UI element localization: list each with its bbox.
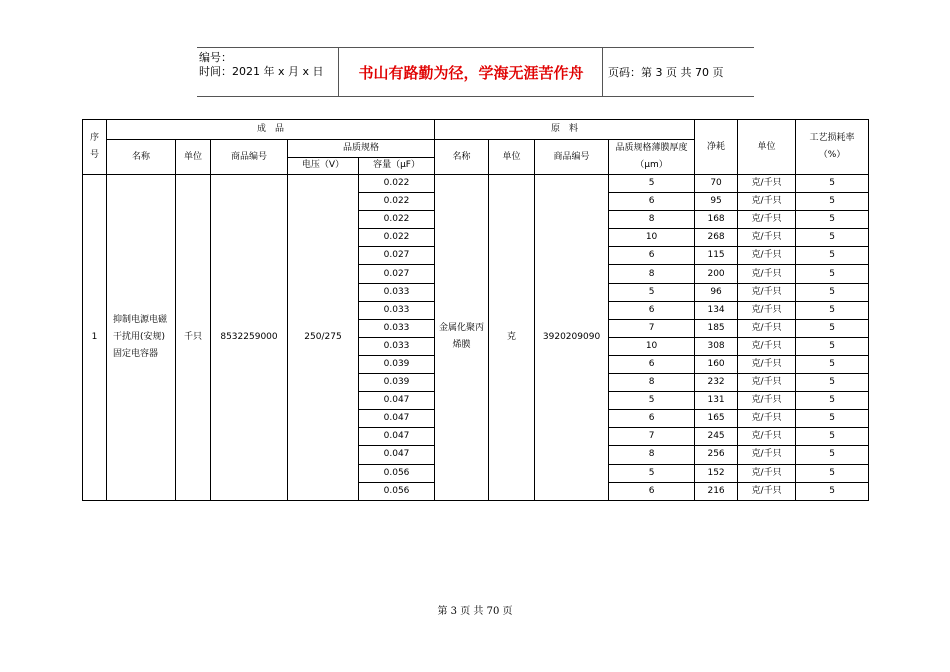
loss-cell: 5 (796, 301, 869, 319)
thickness-cell: 5 (609, 283, 695, 301)
capacity-cell: 0.056 (359, 482, 435, 500)
loss-cell: 5 (796, 355, 869, 373)
unit-cell: 克/千只 (738, 229, 796, 247)
unit-cell: 克/千只 (738, 247, 796, 265)
unit-cell: 克/千只 (738, 392, 796, 410)
loss-cell: 5 (796, 193, 869, 211)
unit-cell: 克/千只 (738, 301, 796, 319)
thickness-cell: 10 (609, 229, 695, 247)
loss-cell: 5 (796, 211, 869, 229)
capacity-cell: 0.047 (359, 428, 435, 446)
capacity-cell: 0.039 (359, 355, 435, 373)
product-voltage: 250/275 (288, 175, 359, 501)
consumption-table (82, 119, 869, 501)
capacity-cell: 0.033 (359, 301, 435, 319)
net-cell: 131 (695, 392, 738, 410)
unit-cell: 克/千只 (738, 265, 796, 283)
capacity-cell: 0.022 (359, 175, 435, 193)
thickness-cell: 6 (609, 482, 695, 500)
unit-cell: 克/千只 (738, 337, 796, 355)
thickness-cell: 8 (609, 374, 695, 392)
unit-cell: 克/千只 (738, 211, 796, 229)
net-cell: 115 (695, 247, 738, 265)
header-product-group: 成 品 (107, 120, 435, 140)
thickness-cell: 6 (609, 247, 695, 265)
unit-cell: 克/千只 (738, 193, 796, 211)
unit-cell: 克/千只 (738, 464, 796, 482)
time-label: 时间：2021 年 x 月 x 日 (199, 65, 324, 78)
unit-cell: 克/千只 (738, 319, 796, 337)
row-seq: 1 (83, 175, 107, 501)
header-material-group: 原 料 (435, 120, 695, 140)
slogan: 书山有路勤为径，学海无涯苦作舟 (358, 63, 584, 82)
thickness-cell: 7 (609, 428, 695, 446)
header-loss: 工艺损耗率（%） (796, 120, 869, 175)
header-unit: 单位 (176, 140, 211, 175)
capacity-cell: 0.022 (359, 193, 435, 211)
net-cell: 70 (695, 175, 738, 193)
thickness-cell: 8 (609, 211, 695, 229)
code-label: 编号： (199, 51, 232, 64)
net-cell: 232 (695, 374, 738, 392)
page-footer: 第 3 页 共 70 页 (437, 606, 513, 617)
header-voltage: 电压（V） (288, 157, 359, 175)
unit-cell: 克/千只 (738, 355, 796, 373)
header-seq: 序号 (83, 120, 107, 175)
net-cell: 95 (695, 193, 738, 211)
unit-cell: 克/千只 (738, 446, 796, 464)
net-cell: 268 (695, 229, 738, 247)
header-capacity: 容量（μF） (359, 157, 435, 175)
capacity-cell: 0.027 (359, 265, 435, 283)
loss-cell: 5 (796, 392, 869, 410)
product-code: 8532259000 (211, 175, 288, 501)
net-cell: 160 (695, 355, 738, 373)
header-spec: 品质规格 (288, 140, 435, 158)
capacity-cell: 0.047 (359, 410, 435, 428)
capacity-cell: 0.047 (359, 392, 435, 410)
thickness-cell: 8 (609, 446, 695, 464)
capacity-cell: 0.033 (359, 319, 435, 337)
document-header (197, 47, 754, 97)
unit-cell: 克/千只 (738, 283, 796, 301)
header-unit2: 单位 (738, 120, 796, 175)
unit-cell: 克/千只 (738, 482, 796, 500)
loss-cell: 5 (796, 265, 869, 283)
header-material-name: 名称 (435, 140, 489, 175)
thickness-cell: 6 (609, 193, 695, 211)
net-cell: 185 (695, 319, 738, 337)
header-material-code: 商品编号 (535, 140, 609, 175)
net-cell: 216 (695, 482, 738, 500)
loss-cell: 5 (796, 283, 869, 301)
header-divider (338, 48, 339, 96)
capacity-cell: 0.022 (359, 211, 435, 229)
thickness-cell: 5 (609, 464, 695, 482)
net-cell: 200 (695, 265, 738, 283)
table-row (83, 175, 869, 193)
net-cell: 96 (695, 283, 738, 301)
loss-cell: 5 (796, 428, 869, 446)
thickness-cell: 5 (609, 175, 695, 193)
capacity-cell: 0.033 (359, 337, 435, 355)
thickness-cell: 6 (609, 301, 695, 319)
header-material-spec: 品质规格薄膜厚度（μm） (609, 140, 695, 175)
loss-cell: 5 (796, 464, 869, 482)
loss-cell: 5 (796, 247, 869, 265)
loss-cell: 5 (796, 482, 869, 500)
loss-cell: 5 (796, 319, 869, 337)
thickness-cell: 6 (609, 410, 695, 428)
thickness-cell: 10 (609, 337, 695, 355)
unit-cell: 克/千只 (738, 374, 796, 392)
loss-cell: 5 (796, 410, 869, 428)
capacity-cell: 0.027 (359, 247, 435, 265)
net-cell: 245 (695, 428, 738, 446)
loss-cell: 5 (796, 175, 869, 193)
net-cell: 165 (695, 410, 738, 428)
loss-cell: 5 (796, 337, 869, 355)
header-code: 商品编号 (211, 140, 288, 175)
net-cell: 256 (695, 446, 738, 464)
loss-cell: 5 (796, 446, 869, 464)
header-divider (602, 48, 603, 96)
capacity-cell: 0.039 (359, 374, 435, 392)
unit-cell: 克/千只 (738, 428, 796, 446)
material-name: 金属化聚丙烯膜 (435, 175, 489, 501)
net-cell: 134 (695, 301, 738, 319)
page-label: 页码：第 3 页 共 70 页 (608, 66, 724, 79)
capacity-cell: 0.033 (359, 283, 435, 301)
thickness-cell: 7 (609, 319, 695, 337)
loss-cell: 5 (796, 374, 869, 392)
thickness-cell: 5 (609, 392, 695, 410)
product-name: 抑制电源电磁干扰用(安规)固定电容器 (107, 175, 176, 501)
loss-cell: 5 (796, 229, 869, 247)
material-code: 3920209090 (535, 175, 609, 501)
product-unit: 千只 (176, 175, 211, 501)
thickness-cell: 8 (609, 265, 695, 283)
unit-cell: 克/千只 (738, 175, 796, 193)
header-material-unit: 单位 (489, 140, 535, 175)
net-cell: 308 (695, 337, 738, 355)
capacity-cell: 0.056 (359, 464, 435, 482)
capacity-cell: 0.047 (359, 446, 435, 464)
unit-cell: 克/千只 (738, 410, 796, 428)
thickness-cell: 6 (609, 355, 695, 373)
material-unit: 克 (489, 175, 535, 501)
header-net: 净耗 (695, 120, 738, 175)
net-cell: 152 (695, 464, 738, 482)
net-cell: 168 (695, 211, 738, 229)
header-meta (199, 51, 339, 95)
header-name: 名称 (107, 140, 176, 175)
capacity-cell: 0.022 (359, 229, 435, 247)
